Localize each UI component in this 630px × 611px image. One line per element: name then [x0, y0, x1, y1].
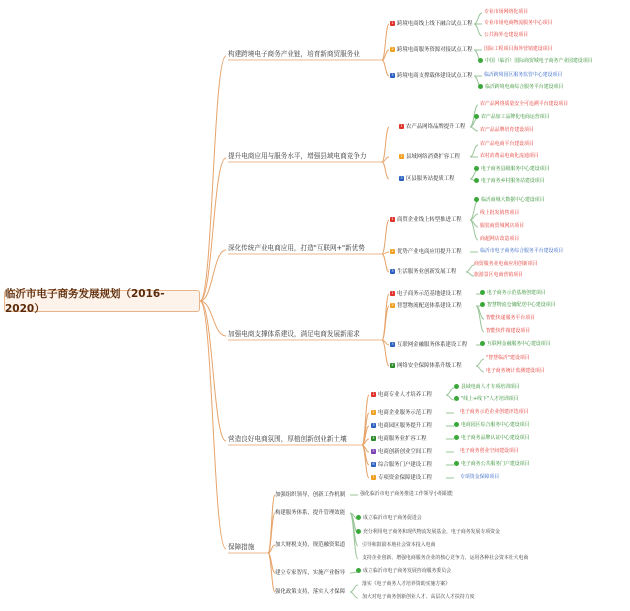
priority-4-icon: 4: [372, 436, 375, 440]
project-item-label: 临沂跨境电商综合服务平台建设项目: [485, 84, 564, 90]
project-group-node[interactable]: [389, 72, 472, 80]
project-item[interactable]: 国际工程项目海外营销建设项目: [484, 46, 553, 52]
project-group-node[interactable]: [389, 20, 472, 28]
project-group-label: 网络安全保障体系升级工程: [397, 363, 462, 369]
project-group-node[interactable]: [370, 409, 432, 417]
project-group-label: 区县服务站提质工程: [406, 176, 455, 182]
measure-node[interactable]: 构建服务体系，提升管理效能: [275, 510, 346, 516]
measure-item[interactable]: [356, 515, 422, 522]
project-group-label: 互联网金融服务体系建设工程: [397, 342, 468, 348]
project-item[interactable]: [474, 178, 545, 185]
priority-2-icon: 2: [391, 249, 394, 253]
project-group-label: 跨境电商线上线下融合试点工程: [397, 21, 473, 27]
project-group-label: 电商创新创业空间工程: [378, 449, 432, 455]
priority-5-icon: 5: [372, 449, 375, 453]
project-item[interactable]: [454, 422, 529, 429]
measure-item[interactable]: 强化临沂市电子商务推进工作领导小组职能: [360, 491, 453, 497]
priority-1-icon: 1: [391, 21, 394, 25]
project-group-label: 电商服务业扩容工程: [378, 436, 427, 442]
check-icon: [478, 84, 483, 89]
project-item[interactable]: 农产品网络质量安全可追溯平台建设项目: [480, 101, 569, 107]
project-group-node[interactable]: [370, 474, 432, 482]
project-group-node[interactable]: [370, 422, 432, 430]
project-item[interactable]: [480, 341, 551, 348]
project-item-label: 临沂商城大数据中心建设项目: [481, 197, 545, 203]
project-item[interactable]: [454, 435, 529, 442]
check-icon: [474, 197, 479, 202]
check-icon: [454, 435, 459, 440]
project-group-label: 综合服务门户建设工程: [378, 462, 432, 468]
connector-curve: [446, 388, 454, 395]
priority-1-icon: 1: [391, 217, 394, 221]
check-icon: [356, 529, 361, 534]
measure-item[interactable]: 支持企业创新、增强电商服务企业的核心竞争力，运用各种社会资本壮大电商: [362, 555, 529, 561]
connector-curve: [470, 145, 478, 157]
check-icon: [454, 461, 459, 466]
project-item-label: 县域电商人才专项培训项目: [461, 384, 520, 390]
connector-curve: [446, 395, 454, 400]
connector-curve: [470, 127, 478, 131]
project-item-label: 电子商务县级服务中心建设项目: [481, 166, 550, 172]
project-item[interactable]: [480, 290, 546, 297]
project-group-node[interactable]: [389, 290, 462, 298]
project-item[interactable]: 农产品品牌培育建设项目: [480, 127, 534, 133]
project-item[interactable]: 商贸服务业电商应用创新项目: [474, 261, 538, 267]
project-group-node[interactable]: [398, 123, 465, 131]
check-icon: [454, 422, 459, 427]
project-item[interactable]: [474, 114, 549, 121]
project-group-node[interactable]: [370, 461, 432, 469]
check-icon: [480, 290, 485, 295]
measure-item[interactable]: [356, 529, 500, 536]
connector-curve: [382, 60, 389, 76]
project-group-node[interactable]: [398, 175, 455, 183]
connector-curve: [474, 24, 482, 36]
priority-1-icon: 1: [400, 124, 403, 128]
project-group-label: 电子商务示范基地建设工程: [397, 291, 462, 297]
priority-1-icon: 1: [372, 392, 375, 396]
project-item-label: 中国（临沂）国际商贸城电子商务产业园建设项目: [485, 58, 593, 64]
connector-curve: [350, 592, 358, 598]
project-group-label: 电商专业人才培养工程: [378, 392, 432, 398]
project-group-node[interactable]: [370, 391, 432, 399]
project-group-node[interactable]: [370, 435, 427, 443]
connector-curve: [466, 265, 474, 272]
check-icon: [480, 302, 485, 307]
connector-curve: [200, 301, 226, 549]
project-item[interactable]: 公共海外仓建设项目: [484, 32, 529, 38]
project-item[interactable]: [478, 58, 593, 65]
measure-node[interactable]: 建立专家智库，实施产业指导: [275, 570, 346, 576]
priority-3-icon: 3: [391, 73, 394, 77]
project-item[interactable]: 电子商务示范企业创建评选项目: [460, 409, 529, 415]
branch-traditional-industry[interactable]: 深化传统产业电商应用，打造"互联网+"新优势: [228, 244, 365, 252]
project-item[interactable]: 电子商务创业空间建设项目: [460, 448, 519, 454]
project-item[interactable]: 专业市场网络化项目: [484, 9, 529, 15]
priority-3-icon: 3: [391, 342, 394, 346]
connector-curve: [350, 585, 358, 592]
project-group-label: 跨境电商服务资源对接试点工程: [397, 47, 473, 53]
project-item-label: 农产品加工品牌化电商运营项目: [481, 114, 550, 120]
project-item[interactable]: 旅游景区电商营销项目: [474, 272, 523, 278]
measure-node[interactable]: 强化政策支持，落实人才保障: [275, 589, 346, 595]
priority-6-icon: 6: [372, 462, 375, 466]
project-item-label: 电子商务示范基地创建项目: [487, 290, 546, 296]
project-group-node[interactable]: [389, 362, 462, 370]
connector-curve: [200, 56, 226, 301]
project-item-label: 电子商务乡村服务站建设项目: [481, 178, 545, 184]
project-item[interactable]: 电子商务统计监测建设项目: [486, 368, 545, 374]
project-group-label: 专项资金保障建设工程: [378, 475, 432, 481]
project-group-label: 智慧物流配送体系建设工程: [397, 303, 462, 309]
project-item[interactable]: 专项资金保障项目: [460, 474, 500, 480]
project-item[interactable]: 农村消费品电商化流通项目: [480, 153, 539, 159]
check-icon: [356, 568, 361, 573]
connector-curve: [382, 340, 389, 366]
project-item[interactable]: 临沂跨境园区服务监管中心建设项目: [484, 72, 563, 78]
connector-curve: [382, 294, 389, 340]
project-group-node[interactable]: [389, 248, 462, 256]
project-group-label: 优势产业电商应用提升工程: [397, 249, 462, 255]
branch-safeguards[interactable]: 保障措施: [228, 543, 255, 551]
measure-node[interactable]: 加大财税支持，规范融资渠道: [275, 542, 346, 548]
branch-cross-border[interactable]: 构建跨境电子商务产业链，培育新商贸服务业: [228, 50, 360, 58]
project-item[interactable]: 智能快件箱建设项目: [486, 328, 531, 334]
priority-4-icon: 4: [391, 363, 394, 367]
project-group-node[interactable]: [389, 341, 467, 349]
project-group-node[interactable]: [370, 448, 432, 456]
connector-curve: [382, 254, 389, 272]
branch-innovation[interactable]: 营造良好电商氛围，厚植创新创业新土壤: [228, 435, 347, 443]
project-item[interactable]: "智慧临沂"建设项目: [486, 355, 530, 361]
project-group-node[interactable]: [398, 153, 460, 161]
measure-item-label: 充分利用电子商务和现代物流发展基金，电子商务发展专项资金: [363, 529, 500, 535]
priority-2-icon: 2: [391, 303, 394, 307]
project-group-node[interactable]: [389, 46, 472, 54]
connector-curve: [474, 13, 482, 24]
project-item-label: 电商园区综合服务中心建设项目: [461, 422, 530, 428]
project-item[interactable]: 农产品电商平台建设项目: [480, 141, 534, 147]
project-item[interactable]: [480, 302, 555, 309]
project-item[interactable]: [478, 84, 563, 91]
project-item-label: 智慧物流仓储配送中心建设项目: [487, 302, 556, 308]
project-group-label: 跨境电商支撑载体建设试点工程: [397, 73, 473, 79]
check-icon: [474, 178, 479, 183]
measure-item[interactable]: 引导和鼓励本地社会资本投入电商: [362, 542, 436, 548]
connector-curve: [476, 359, 484, 366]
project-item[interactable]: 临沂市电子商务综合服务平台建设项目: [480, 248, 564, 254]
measure-node[interactable]: 加强组织领导，创新工作机制: [275, 492, 346, 498]
project-item-label: 互联网金融服务中心建设项目: [487, 341, 551, 347]
connector-curve: [466, 272, 474, 276]
project-group-label: 农产品网络品牌提升工程: [406, 124, 466, 130]
priority-2-icon: 2: [391, 47, 394, 51]
priority-2-icon: 2: [372, 410, 375, 414]
project-item-label: 电子商务品牌认证中心建设项目: [461, 435, 530, 441]
check-icon: [478, 58, 483, 63]
check-icon: [454, 384, 459, 389]
check-icon: [474, 114, 479, 119]
check-icon: [474, 166, 479, 171]
project-item[interactable]: [454, 461, 529, 468]
project-group-node[interactable]: [389, 302, 462, 310]
measure-item[interactable]: 落实《电子商务人才培养资助实施方案》: [362, 581, 451, 587]
branch-support-system[interactable]: 加强电商支撑体系建设，满足电商发展新需求: [228, 330, 360, 338]
branch-county-ecommerce[interactable]: 提升电商应用与服务水平，增强县域电商竞争力: [228, 152, 367, 160]
project-group-label: 电商园区服务提升工程: [378, 423, 432, 429]
project-item[interactable]: [454, 396, 519, 403]
project-group-node[interactable]: [389, 216, 462, 224]
project-group-label: 生活服务业创新发展工程: [397, 269, 457, 275]
connector-curve: [382, 162, 389, 179]
connector-curve: [362, 445, 369, 478]
priority-3-icon: 3: [391, 269, 394, 273]
project-item[interactable]: 线上批发销售项目: [480, 210, 520, 216]
check-icon: [356, 515, 361, 520]
connector-curve: [476, 366, 484, 372]
priority-1-icon: 1: [391, 291, 394, 295]
check-icon: [480, 341, 485, 346]
project-item[interactable]: 服装商贸城网店项目: [480, 223, 525, 229]
project-group-node[interactable]: [389, 268, 456, 276]
project-item[interactable]: [474, 166, 549, 173]
project-item-label: "线上+线下"人才培训项目: [461, 396, 519, 402]
priority-3-icon: 3: [372, 423, 375, 427]
priority-2-icon: 2: [400, 154, 403, 158]
measure-item[interactable]: 加大对电子商务创新创业人才、高层次人才扶持力度: [362, 594, 475, 600]
project-item[interactable]: [454, 384, 520, 391]
connector-curve: [382, 220, 389, 254]
check-icon: [454, 396, 459, 401]
priority-7-icon: 7: [372, 475, 375, 479]
project-item[interactable]: 专业市场电商物流服务中心项目: [484, 20, 553, 26]
project-item[interactable]: [474, 197, 545, 204]
project-item-label: 电子商务公共服务门户建设项目: [461, 461, 530, 467]
measure-item-label: 成立临沂市电子商务发展咨询服务委员会: [363, 568, 452, 574]
measure-item-label: 成立临沂市电子商务促进会: [363, 515, 422, 521]
project-item[interactable]: 商超网店改造项目: [480, 236, 520, 242]
project-group-label: 电商企业服务示范工程: [378, 410, 432, 416]
project-group-label: 商贸企业线上转型推进工程: [397, 217, 462, 223]
priority-3-icon: 3: [400, 176, 403, 180]
project-item[interactable]: 智能快递服务平台项目: [486, 315, 535, 321]
project-group-label: 县域网络消费扩容工程: [406, 154, 460, 160]
root-node[interactable]: 临沂市电子商务发展规划（2016-2020）: [4, 290, 200, 312]
measure-item[interactable]: [356, 568, 451, 575]
